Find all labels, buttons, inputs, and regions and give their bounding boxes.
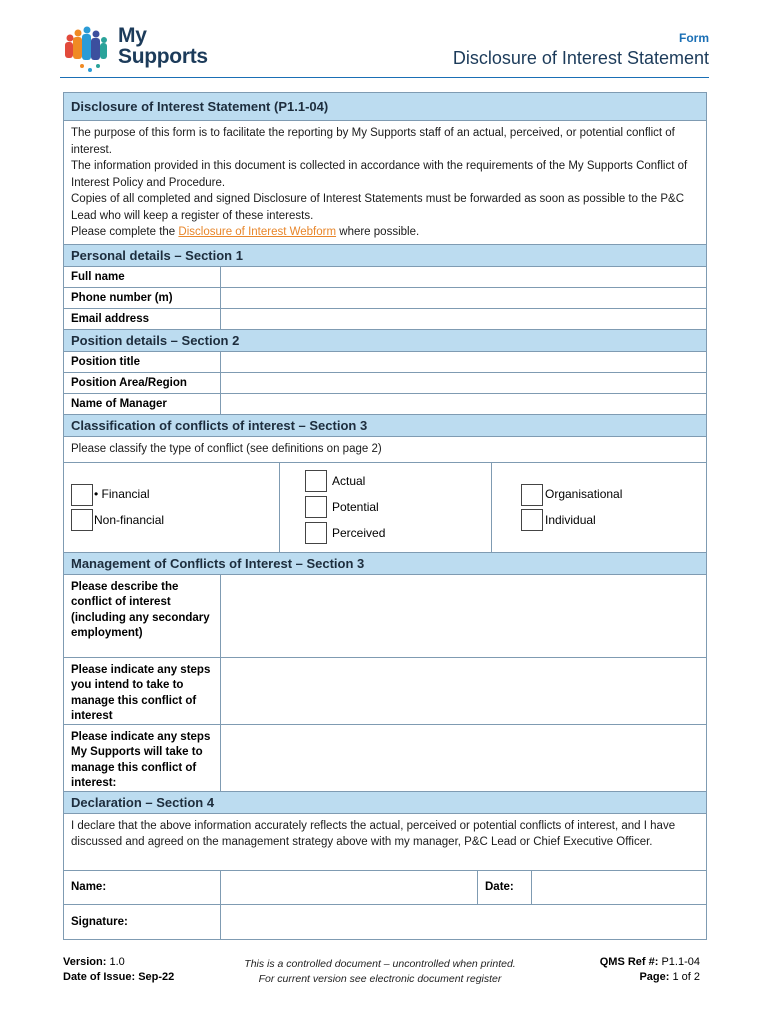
logo-line-my: My: [118, 24, 147, 47]
position-title-label: Position title: [64, 352, 221, 372]
qms-value: P1.1-04: [661, 956, 700, 968]
people-logo-icon: [60, 24, 112, 76]
perceived-checkbox[interactable]: [305, 522, 327, 544]
full-name-label: Full name: [64, 267, 221, 287]
phone-field[interactable]: [221, 288, 706, 308]
version-label: Version:: [63, 956, 107, 968]
intro-heading: Disclosure of Interest Statement (P1.1-04): [64, 93, 706, 121]
qms-label: QMS Ref #:: [599, 956, 659, 968]
classify-instruction: Please classify the type of conflict (see definitions on page 2): [64, 437, 706, 463]
page-label: Page:: [639, 971, 670, 983]
date-field[interactable]: [532, 871, 706, 904]
section2-heading: Position details – Section 2: [64, 330, 706, 352]
signature-field[interactable]: [221, 905, 706, 939]
notice-line-2: For current version see electronic document register: [258, 973, 502, 985]
disclosure-form: [63, 92, 707, 940]
email-label: Email address: [64, 309, 221, 329]
logo-text: [118, 25, 208, 67]
issue-value: Sep-22: [138, 971, 175, 983]
steps-org-row: [64, 725, 706, 792]
phone-row: [64, 288, 706, 309]
steps-you-label: Please indicate any steps you intend to take to manage this conflict of interest: [64, 658, 221, 724]
intro-paragraph-3: Copies of all completed and signed Disclosure of Interest Statements must be forwarded as soon as possible to the P&C Lead who will keep a register of these interests.: [71, 193, 685, 222]
declaration-heading: Declaration – Section 4: [64, 792, 706, 814]
webform-prompt-after: where possible.: [336, 226, 420, 238]
declaration-statement: I declare that the above information accurately reflects the actual, perceived or potential conflicts of interest, and I have discussed and agreed on the management strategy above with my manager, P&C Lead or Chief Executive Officer.: [64, 814, 706, 871]
steps-org-label: Please indicate any steps My Supports will take to manage this conflict of interest:: [64, 725, 221, 791]
non-financial-checkbox[interactable]: [71, 509, 93, 531]
full-name-row: [64, 267, 706, 288]
non-financial-label: Non-financial: [94, 512, 165, 527]
position-area-row: [64, 373, 706, 394]
full-name-field[interactable]: [221, 267, 706, 287]
webform-prompt-before: Please complete the: [71, 226, 179, 238]
position-area-field[interactable]: [221, 373, 706, 393]
issue-line: [63, 970, 174, 985]
section1-heading: Personal details – Section 1: [64, 245, 706, 267]
signature-label: Signature:: [64, 905, 221, 939]
manager-field[interactable]: [221, 394, 706, 414]
version-value: 1.0: [109, 956, 125, 968]
potential-label: Potential: [332, 499, 379, 514]
intro-paragraph-2: The information provided in this document is collected in accordance with the requirements of the My Supports Conflict of Interest Policy and Procedure.: [71, 160, 688, 189]
management-heading: Management of Conflicts of Interest – Section 3: [64, 553, 706, 575]
name-label: Name:: [64, 871, 221, 904]
footer-ref-block: [600, 955, 700, 985]
version-line: [63, 955, 174, 970]
intro-text: [64, 121, 706, 245]
form-type-label: Form: [679, 31, 709, 45]
signature-row: [64, 905, 706, 939]
email-field[interactable]: [221, 309, 706, 329]
organisational-label: Organisational: [545, 486, 623, 501]
title-divider: [60, 77, 709, 78]
steps-you-field[interactable]: [221, 658, 706, 724]
qms-line: [600, 955, 700, 970]
position-title-field[interactable]: [221, 352, 706, 372]
steps-you-row: [64, 658, 706, 725]
manager-label: Name of Manager: [64, 394, 221, 414]
section3-heading: Classification of conflicts of interest – Section 3: [64, 415, 706, 437]
steps-org-field[interactable]: [221, 725, 706, 791]
intro-paragraph-4: [71, 224, 699, 241]
my-supports-logo: [60, 24, 220, 76]
financial-label: • Financial: [94, 486, 150, 501]
describe-conflict-label: Please describe the conflict of interest (including any secondary employment): [64, 575, 221, 657]
individual-label: Individual: [545, 512, 596, 527]
perceived-label: Perceived: [332, 525, 386, 540]
issue-label: Date of Issue:: [63, 971, 136, 983]
actual-label: Actual: [332, 473, 366, 488]
footer-version-block: [63, 955, 174, 985]
name-field[interactable]: [221, 871, 478, 904]
financial-column: [64, 463, 280, 552]
webform-link[interactable]: Disclosure of Interest Webform: [178, 226, 337, 238]
actual-checkbox[interactable]: [305, 470, 327, 492]
intro-paragraph-1: The purpose of this form is to facilitate the reporting by My Supports staff of an actual, perceived, or potential conflict of interest.: [71, 127, 675, 156]
email-row: [64, 309, 706, 330]
manager-row: [64, 394, 706, 415]
page-line: [600, 970, 700, 985]
individual-checkbox[interactable]: [521, 509, 543, 531]
position-title-row: [64, 352, 706, 373]
scope-column: [492, 463, 706, 552]
footer-notice: [230, 957, 530, 987]
financial-checkbox[interactable]: [71, 484, 93, 506]
position-area-label: Position Area/Region: [64, 373, 221, 393]
describe-conflict-row: [64, 575, 706, 658]
page-value: 1 of 2: [672, 971, 700, 983]
logo-line-supports: Supports: [118, 45, 208, 68]
phone-label: Phone number (m): [64, 288, 221, 308]
date-label: Date:: [478, 871, 532, 904]
notice-line-1: This is a controlled document – uncontrolled when printed.: [244, 958, 516, 970]
describe-conflict-field[interactable]: [221, 575, 706, 657]
conflict-classification: [64, 463, 706, 553]
organisational-checkbox[interactable]: [521, 484, 543, 506]
type-column: [280, 463, 492, 552]
potential-checkbox[interactable]: [305, 496, 327, 518]
name-date-row: [64, 871, 706, 905]
document-title: Disclosure of Interest Statement: [452, 48, 709, 68]
